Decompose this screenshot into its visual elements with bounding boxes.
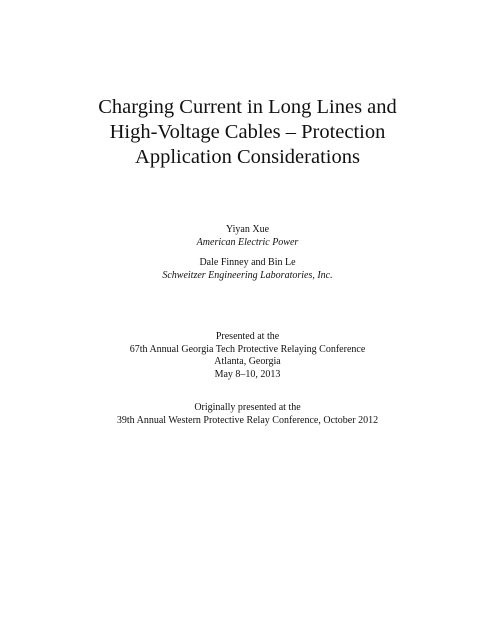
- original-intro: Originally presented at the: [194, 402, 301, 413]
- title-line-3: Application Considerations: [135, 146, 360, 168]
- presented-dates: May 8–10, 2013: [214, 368, 281, 380]
- author-block-1: [0, 224, 495, 249]
- title-line-1: Charging Current in Long Lines and: [98, 96, 397, 118]
- paper-title: [0, 95, 495, 170]
- presented-conference: 67th Annual Georgia Tech Protective Relaying Conference: [129, 343, 366, 355]
- author-names-1: Yiyan Xue: [225, 224, 270, 235]
- title-line-2: High-Voltage Cables – Protection: [109, 121, 386, 143]
- presented-intro: Presented at the: [215, 331, 280, 342]
- author-affiliation-1: American Electric Power: [196, 236, 299, 248]
- originally-presented-block: [0, 402, 495, 427]
- author-affiliation-2: Schweitzer Engineering Laboratories, Inc.: [162, 269, 333, 281]
- author-block-2: [0, 257, 495, 282]
- presented-at-block: [0, 331, 495, 381]
- author-names-2: Dale Finney and Bin Le: [199, 257, 296, 268]
- original-conference: 39th Annual Western Protective Relay Conference, October 2012: [116, 414, 379, 426]
- presented-location: Atlanta, Georgia: [214, 356, 281, 367]
